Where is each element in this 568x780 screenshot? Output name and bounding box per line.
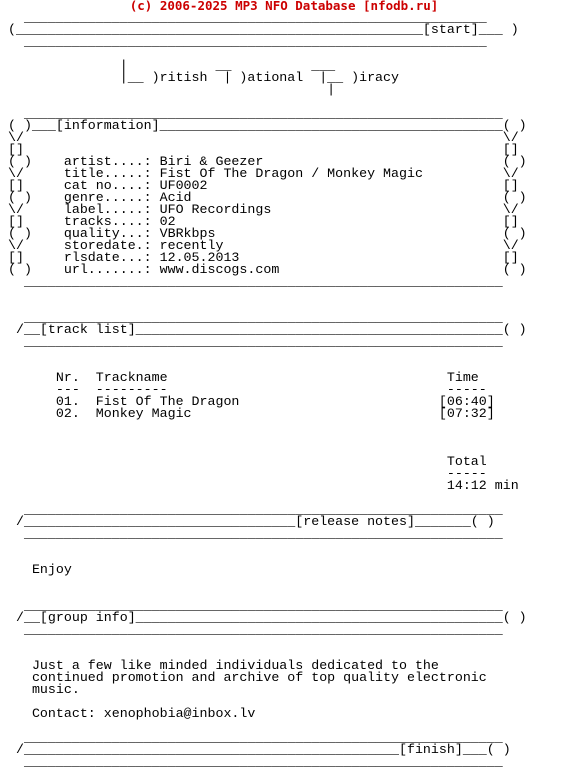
- nfo-line: --- --------- -----: [8, 382, 487, 397]
- nfo-line: -----: [8, 466, 487, 481]
- nfo-line: ( ) quality...: VBRkbps ( ): [8, 226, 527, 241]
- nfo-line: |: [8, 82, 336, 97]
- nfo-line: Contact: xenophobia@inbox.lv: [8, 706, 256, 721]
- nfo-line: ____________________________________________________________: [8, 502, 503, 517]
- nfo-line: ____________________________________________________________: [8, 274, 503, 289]
- nfo-line: ( ) artist....: Biri & Geezer ( ): [8, 154, 527, 169]
- nfo-line: 01. Fist Of The Dragon [06:40]: [8, 394, 495, 409]
- nfo-line: /_______________________________________________[finish]___( ): [8, 742, 511, 757]
- nfo-line: ( ) genre.....: Acid ( ): [8, 190, 527, 205]
- nfo-line: ____________________________________________________________: [8, 526, 503, 541]
- nfo-line: ____________________________________________________________: [8, 334, 503, 349]
- nfo-line: \/ label.....: UFO Recordings \/: [8, 202, 519, 217]
- nfo-line: \/ storedate.: recently \/: [8, 238, 519, 253]
- nfo-line: [] cat no....: UF0002 []: [8, 178, 519, 193]
- nfo-text-block: [8, 12, 527, 768]
- nfo-line: 02. Monkey Magic [07:32]: [8, 406, 495, 421]
- nfo-line: ( ) url.......: www.discogs.com ( ): [8, 262, 527, 277]
- nfo-line: ( )___[information]___________________________________________( ): [8, 118, 527, 133]
- nfo-line: __________________________________________________________: [8, 10, 487, 25]
- nfo-line: ____________________________________________________________: [8, 622, 503, 637]
- nfo-line: \/ \/: [8, 130, 519, 145]
- nfo-line: __________________________________________________________: [8, 34, 495, 49]
- nfo-line: /__[group info]______________________________________________( ): [8, 610, 527, 625]
- nfo-line: \/ title.....: Fist Of The Dragon / Monkey Magic \/: [8, 166, 519, 181]
- nfo-line: music.: [8, 682, 80, 697]
- nfo-line: 14:12 min: [8, 478, 519, 493]
- nfo-line: continued promotion and archive of top quality electronic: [8, 670, 487, 685]
- nfo-line: /__________________________________[release notes]_______( ): [8, 514, 495, 529]
- nfo-line: ____________________________________________________________: [8, 754, 503, 769]
- nfo-line: Just a few like minded individuals dedicated to the: [8, 658, 439, 673]
- nfo-line: [] rlsdate...: 12.05.2013 []: [8, 250, 519, 265]
- nfo-line: [] tracks....: 02 []: [8, 214, 519, 229]
- nfo-line: /__[track list]______________________________________________( ): [8, 322, 527, 337]
- nfo-line: | __ ___: [8, 58, 336, 73]
- nfo-line: ____________________________________________________________: [8, 598, 503, 613]
- nfo-line: ____________________________________________________________: [8, 106, 503, 121]
- nfo-line: Nr. Trackname Time: [8, 370, 479, 385]
- site-copyright-header: (c) 2006-2025 MP3 NFO Database [nfodb.ru]: [129, 0, 439, 13]
- nfo-line: Total: [8, 454, 487, 469]
- nfo-line: [] []: [8, 142, 519, 157]
- nfo-line: Enjoy: [8, 562, 72, 577]
- nfo-line: |__ )ritish | )ational |__ )iracy: [8, 70, 399, 85]
- nfo-line: ____________________________________________________________: [8, 730, 503, 745]
- nfo-line: (___________________________________________________[start]___ ): [8, 22, 519, 37]
- nfo-line: ____________________________________________________________: [8, 310, 503, 325]
